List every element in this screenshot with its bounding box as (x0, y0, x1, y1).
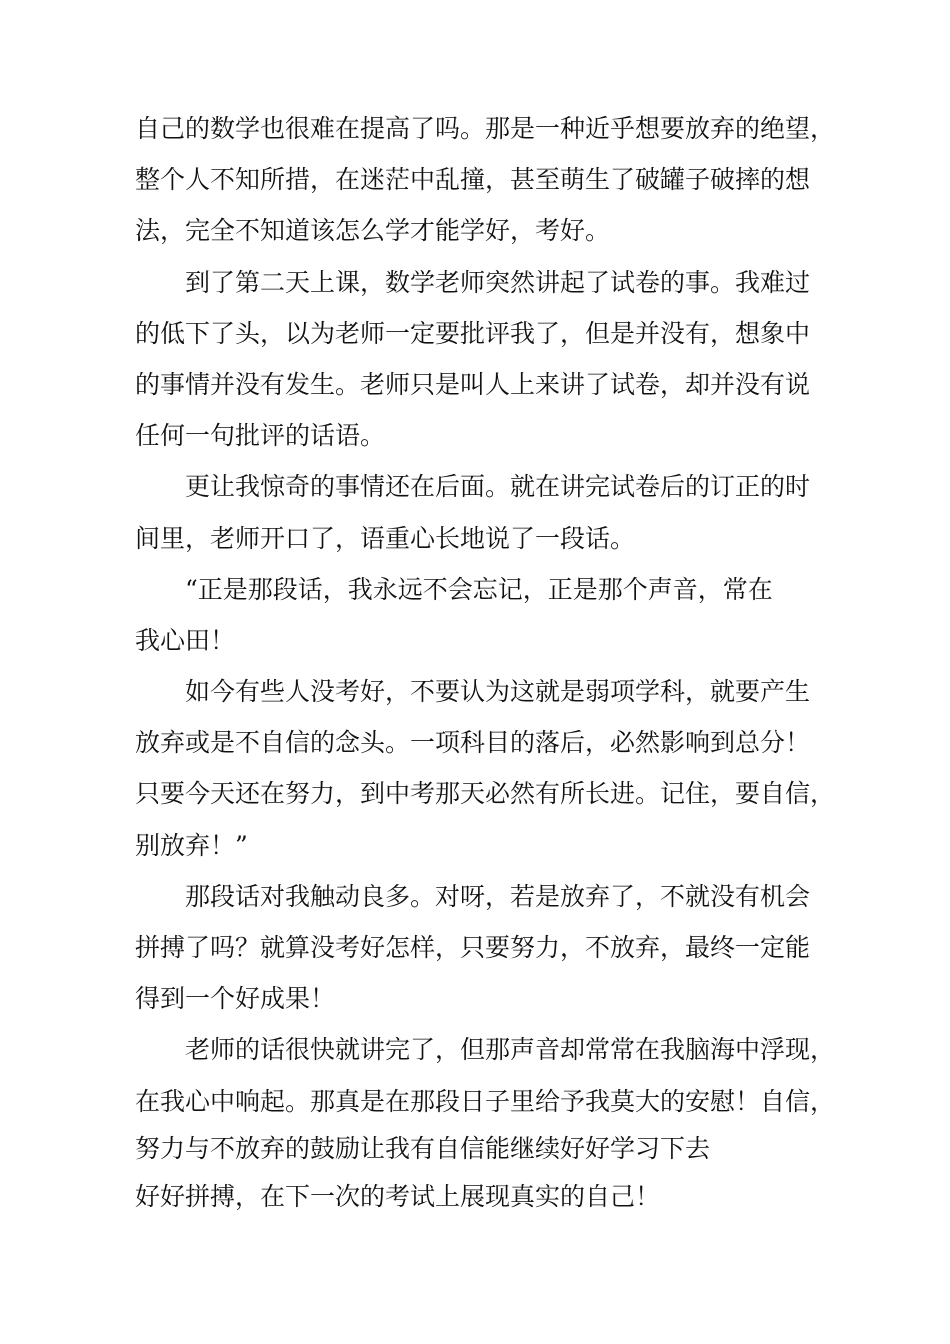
text-line-2: 整个人不知所措，在迷茫中乱撞，甚至萌生了破罐子破摔的想 (135, 165, 811, 195)
text-line-13: 放弃或是不自信的念头。一项科目的落后，必然影响到总分！ (135, 728, 811, 758)
text-line-15: 别放弃！” (135, 830, 248, 860)
text-line-18: 得到一个好成果！ (135, 984, 336, 1014)
text-line-6: 的事情并没有发生。老师只是叫人上来讲了试卷，却并没有说 (135, 369, 811, 399)
text-line-8: 更让我惊奇的事情还在后面。就在讲完试卷后的订正的时 (135, 472, 811, 502)
text-line-9: 间里，老师开口了，语重心长地说了一段话。 (135, 523, 636, 553)
text-line-11: 我心田！ (135, 625, 236, 655)
text-line-20: 在我心中响起。那真是在那段日子里给予我莫大的安慰！自信， (135, 1086, 836, 1116)
text-line-3: 法，完全不知道该怎么学才能学好，考好。 (135, 216, 611, 246)
text-line-19: 老师的话很快就讲完了，但那声音却常常在我脑海中浮现， (135, 1035, 836, 1065)
text-line-7: 任何一句批评的话语。 (135, 421, 386, 451)
text-line-14: 只要今天还在努力，到中考那天必然有所长进。记住，要自信， (135, 779, 836, 809)
text-line-4: 到了第二天上课，数学老师突然讲起了试卷的事。我难过 (135, 267, 811, 297)
text-line-1: 自己的数学也很难在提高了吗。那是一种近乎想要放弃的绝望， (135, 114, 836, 143)
text-line-22: 好好拼搏，在下一次的考试上展现真实的自己！ (135, 1181, 661, 1211)
text-line-12: 如今有些人没考好，不要认为这就是弱项学科，就要产生 (135, 677, 811, 707)
text-line-16: 那段话对我触动良多。对呀，若是放弃了，不就没有机会 (135, 881, 811, 911)
essay-text (135, 103, 835, 1222)
text-line-17: 拼搏了吗？就算没考好怎样，只要努力，不放弃，最终一定能 (135, 933, 811, 962)
text-line-10: “正是那段话，我永远不会忘记，正是那个声音，常在 (135, 574, 773, 604)
text-line-5: 的低下了头，以为老师一定要批评我了，但是并没有，想象中 (135, 318, 811, 348)
text-line-21: 努力与不放弃的鼓励让我有自信能继续好好学习下去 (135, 1133, 711, 1163)
